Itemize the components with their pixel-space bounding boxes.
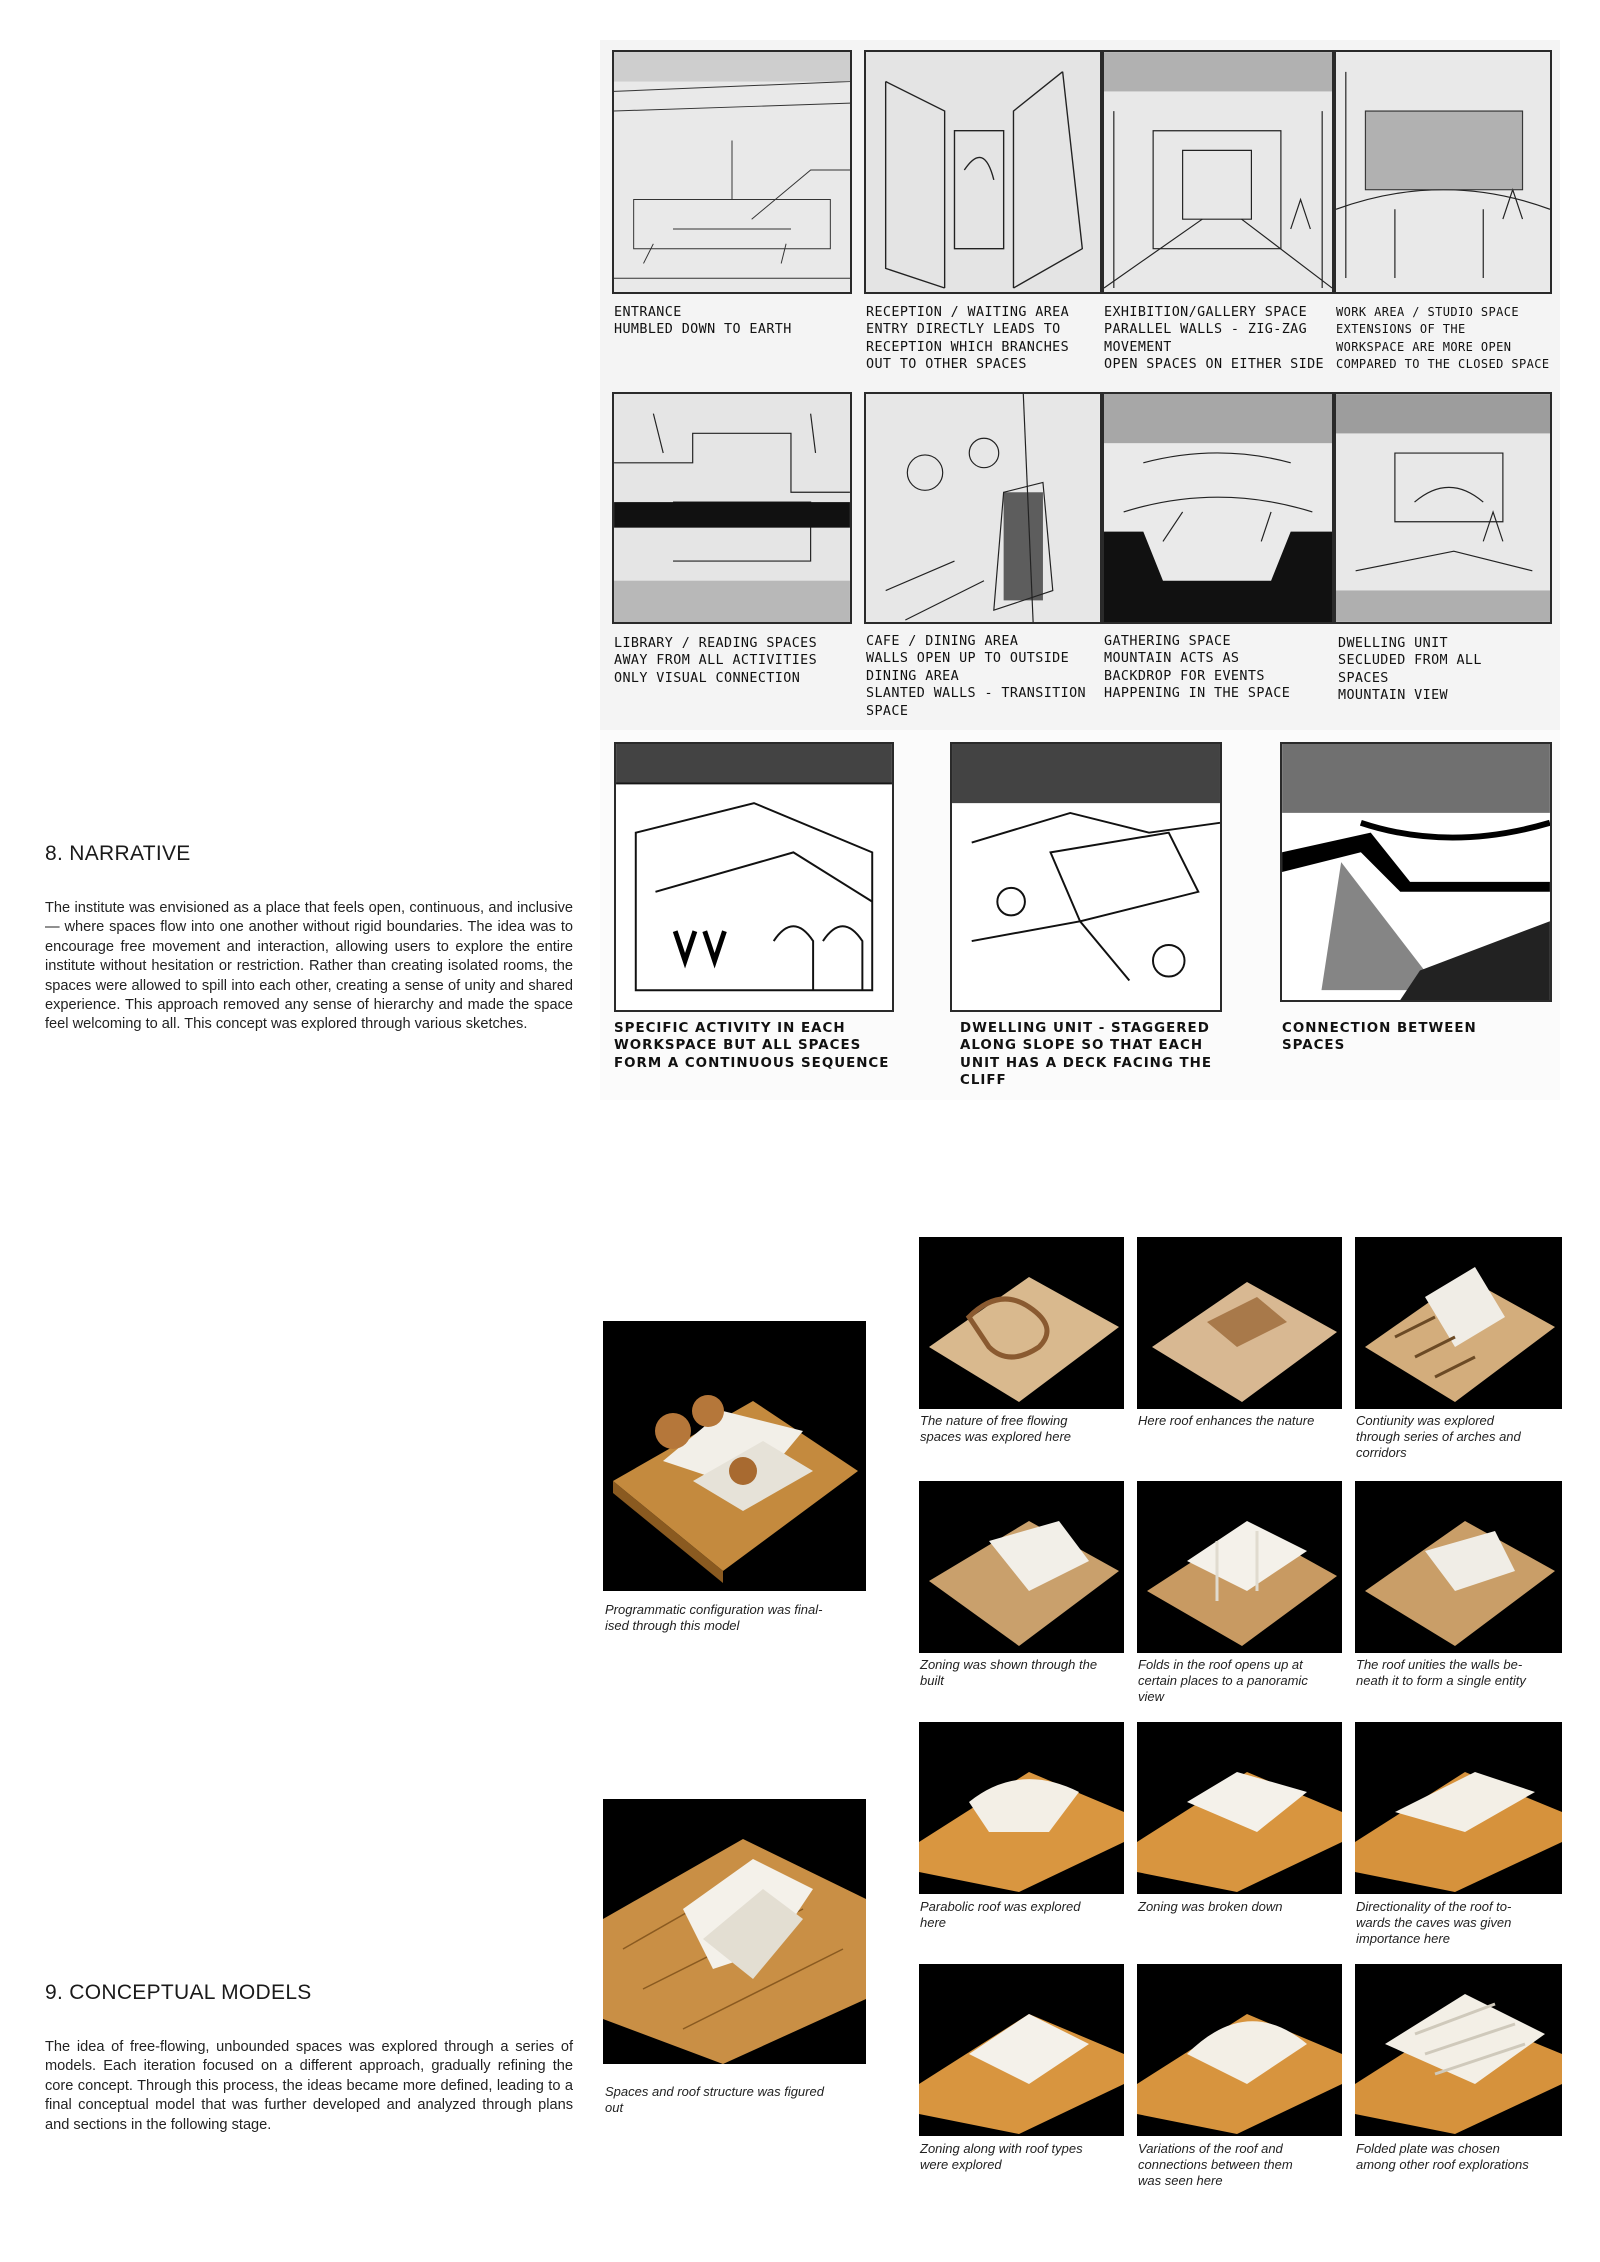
sketch-caption: GATHERING SPACE MOUNTAIN ACTS AS BACKDROP FOR EVENTS HAPPENING IN THE SPACE: [1104, 634, 1291, 702]
model-spaces-roof: [603, 1799, 866, 2064]
sketch-cafe: [864, 392, 1102, 624]
model-caption: Zoning was broken down: [1138, 1899, 1283, 1914]
model-roof-unites: [1355, 1481, 1562, 1653]
model-zoning-built: [919, 1481, 1124, 1653]
sketch-caption: RECEPTION / WAITING AREA ENTRY DIRECTLY LEADS TO RECEPTION WHICH BRANCHES OUT TO OTHER SPACES: [866, 305, 1070, 373]
narrative-title: 8. NARRATIVE: [45, 842, 191, 865]
model-caption: Variations of the roof and connections between them was seen here: [1138, 2141, 1293, 2188]
conceptual-models-title: 9. CONCEPTUAL MODELS: [45, 1981, 312, 2004]
sketch-caption: EXHIBITION/GALLERY SPACE PARALLEL WALLS - ZIG-ZAG MOVEMENT OPEN SPACES ON EITHER SIDE: [1104, 305, 1325, 373]
sketch-caption: DWELLING UNIT - STAGGERED ALONG SLOPE SO THAT EACH UNIT HAS A DECK FACING THE CLIFF: [960, 1021, 1213, 1089]
sketch-caption: ENTRANCE HUMBLED DOWN TO EARTH: [614, 305, 792, 338]
model-caption: Zoning was shown through the built: [920, 1657, 1098, 1688]
model-caption: Programmatic configuration was final- ised through this model: [605, 1602, 823, 1633]
model-free-flowing: [919, 1237, 1124, 1409]
model-continuity: [1355, 1237, 1562, 1409]
model-directionality: [1355, 1722, 1562, 1894]
sketch-caption: WORK AREA / STUDIO SPACE EXTENSIONS OF THE WORKSPACE ARE MORE OPEN COMPARED TO THE CLOSED SPACE: [1336, 305, 1550, 372]
model-caption: Folded plate was chosen among other roof explorations: [1356, 2141, 1529, 2172]
model-caption: Parabolic roof was explored here: [920, 1899, 1081, 1930]
model-caption: The roof unities the walls be- neath it to form a single entity: [1356, 1657, 1526, 1688]
model-zoning-roof-types: [919, 1964, 1124, 2136]
model-roof-nature: [1137, 1237, 1342, 1409]
model-caption: Folds in the roof opens up at certain places to a panoramic view: [1138, 1657, 1308, 1704]
conceptual-models-body: The idea of free-flowing, unbounded spaces was explored through a series of models. Each iteration focused on a different approach, gradually refining the core concept. Through this process, the ideas became more defined, leading to a final conceptual model that was further developed and analyzed through plans and sections in the following stage.: [45, 2039, 573, 2133]
sketch-library: [612, 392, 852, 624]
sketch-staggered-dwelling: [950, 742, 1222, 1012]
model-folds-roof: [1137, 1481, 1342, 1653]
sketch-caption: CONNECTION BETWEEN SPACES: [1282, 1021, 1477, 1054]
model-programmatic: [603, 1321, 866, 1591]
model-parabolic-roof: [919, 1722, 1124, 1894]
sketch-work-area: [1334, 50, 1552, 294]
sketch-dwelling: [1334, 392, 1552, 624]
model-zoning-broken: [1137, 1722, 1342, 1894]
model-caption: The nature of free flowing spaces was explored here: [920, 1413, 1072, 1444]
sketch-caption: SPECIFIC ACTIVITY IN EACH WORKSPACE BUT ALL SPACES FORM A CONTINUOUS SEQUENCE: [614, 1021, 890, 1071]
sketch-exhibition: [1102, 50, 1334, 294]
model-folded-plate: [1355, 1964, 1562, 2136]
sketch-reception: [864, 50, 1102, 294]
sketch-connection: [1280, 742, 1552, 1002]
sketch-caption: DWELLING UNIT SECLUDED FROM ALL SPACES MOUNTAIN VIEW: [1338, 636, 1482, 704]
sketch-caption: LIBRARY / READING SPACES AWAY FROM ALL ACTIVITIES ONLY VISUAL CONNECTION: [614, 636, 818, 686]
model-caption: Contiunity was explored through series of arches and corridors: [1356, 1413, 1521, 1460]
sketch-caption: CAFE / DINING AREA WALLS OPEN UP TO OUTSIDE DINING AREA SLANTED WALLS - TRANSITION SPACE: [866, 634, 1087, 719]
sketch-entrance: [612, 50, 852, 294]
narrative-body: The institute was envisioned as a place that feels open, continuous, and inclusive — where spaces flow into one another without rigid boundaries. The idea was to encourage free movement and interaction, allowing users to explore the entire institute without hesitation or restriction. Rather than creating isolated rooms, the spaces were allowed to spill into each other, creating a sense of unity and shared experience. This approach removed any sense of hierarchy and made the space feel welcoming to all. This concept was explored through various sketches.: [45, 900, 573, 1033]
model-roof-variations: [1137, 1964, 1342, 2136]
model-caption: Zoning along with roof types were explored: [920, 2141, 1083, 2172]
sketch-continuous-sequence: [614, 742, 894, 1012]
model-caption: Spaces and roof structure was figured out: [605, 2084, 824, 2115]
sketch-gathering: [1102, 392, 1334, 624]
model-caption: Here roof enhances the nature: [1138, 1413, 1315, 1428]
model-caption: Directionality of the roof to- wards the caves was given importance here: [1356, 1899, 1512, 1946]
